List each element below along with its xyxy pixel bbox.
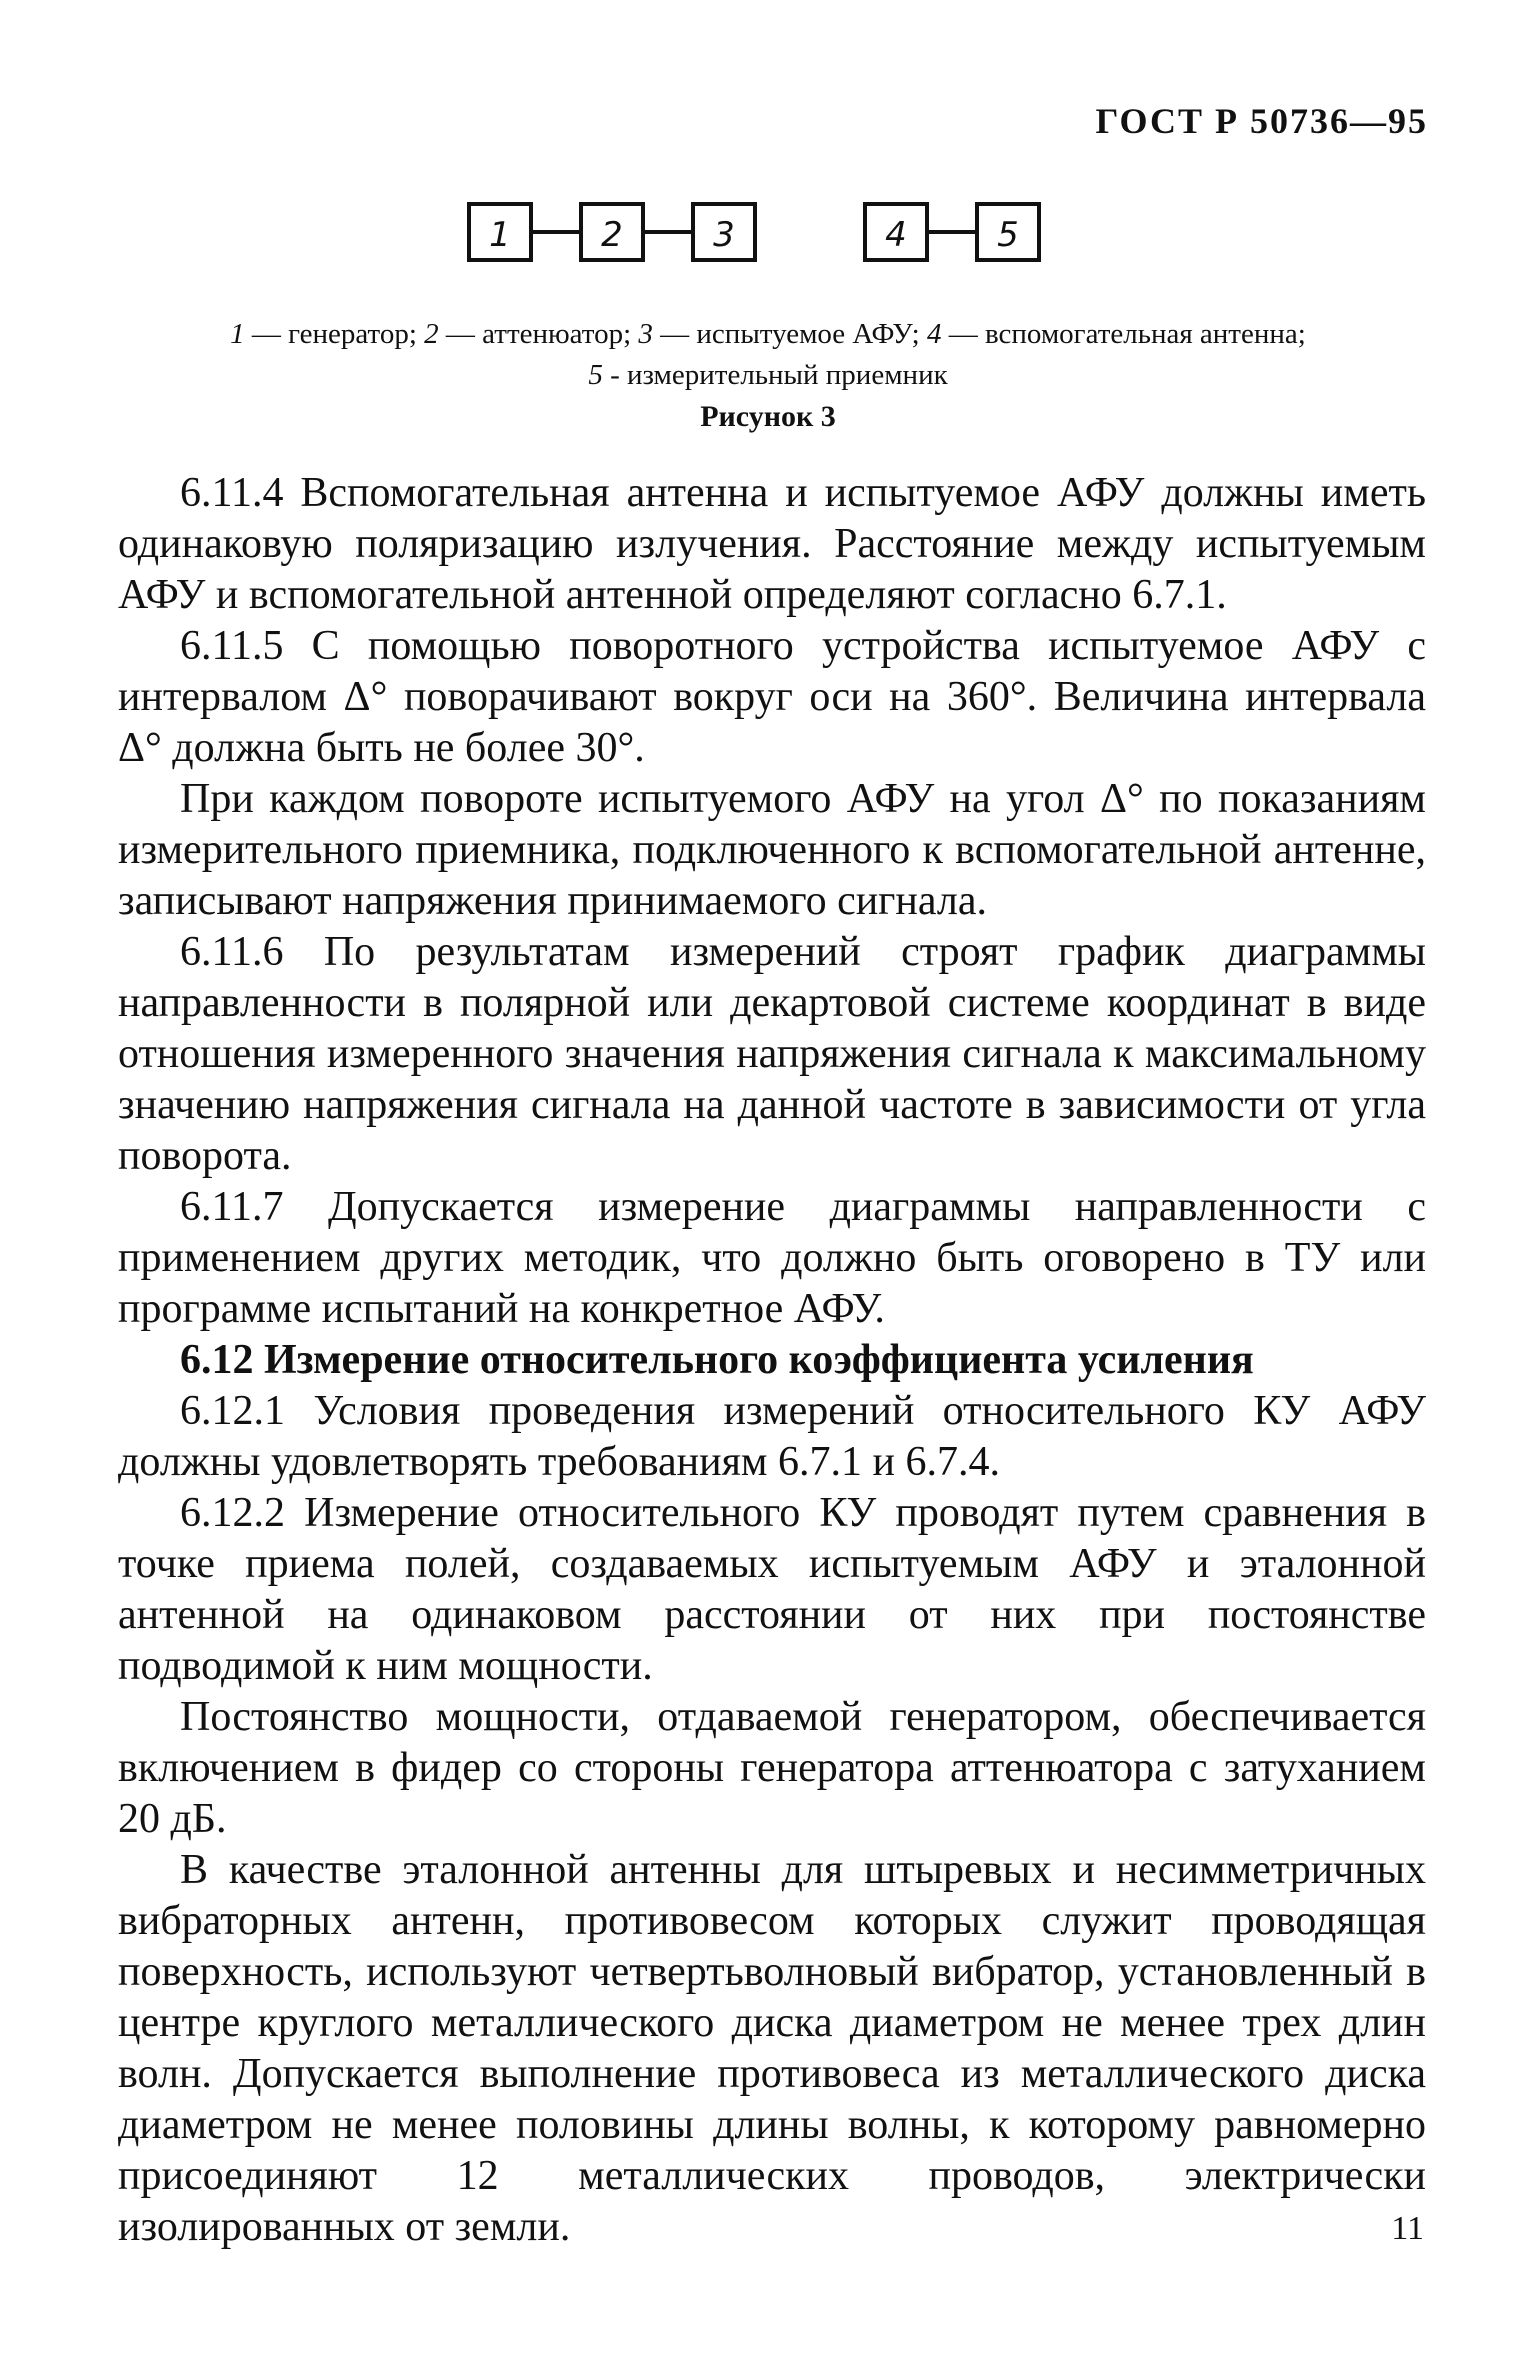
body-paragraph: 6.11.7 Допускается измерение диаграммы направленности с применением других методик, что должно быть оговорено в ТУ или программе испытаний на конкретное АФУ. xyxy=(118,1184,1426,1332)
caption-item-text: — аттенюатор; xyxy=(438,318,639,350)
figure-caption xyxy=(230,314,1306,437)
caption-item-text: — вспомогательная антенна; xyxy=(941,318,1306,350)
body-paragraph: 6.11.4 Вспомогательная антенна и испытуемое АФУ должны иметь одинаковую поляризацию излучения. Расстояние между испытуемым АФУ и вспомогательной антенной определяют согласно 6.7.1. xyxy=(118,470,1426,618)
body-paragraph: При каждом повороте испытуемого АФУ на угол Δ° по показаниям измерительного приемника, подключенного к вспомогательной антенне, записывают напряжения принимаемого сигнала. xyxy=(118,776,1426,924)
body-paragraph: 6.11.5 С помощью поворотного устройства испытуемое АФУ с интервалом Δ° поворачивают вокруг оси на 360°. Величина интервала Δ° должна быть не более 30°. xyxy=(118,623,1426,771)
caption-item-text: — испытуемое АФУ; xyxy=(652,318,927,350)
caption-item-text: - измерительный приемник xyxy=(602,359,948,391)
caption-legend xyxy=(230,318,1306,391)
body-paragraph: 6.12.1 Условия проведения измерений относительного КУ АФУ должны удовлетворять требованиям 6.7.1 и 6.7.4. xyxy=(118,1388,1426,1485)
section-heading: 6.12 Измерение относительного коэффициента усиления xyxy=(180,1337,1254,1383)
diagram-box-label-1: 1 xyxy=(489,215,511,255)
body-paragraph: В качестве эталонной антенны для штыревых и несимметричных вибраторных антенн, противовесом которых служит проводящая поверхность, используют четвертьволновый вибратор, установленный в центре круглого металлического диска диаметром не менее трех длин волн. Допускается выполнение противовеса из металлического диска диаметром не менее половины длины волны, к которому равномерно присоединяют 12 металлических проводов, электрически изолированных от земли. xyxy=(118,1847,1426,2250)
body-paragraph: 6.11.6 По результатам измерений строят график диаграммы направленности в полярной или декартовой системе координат в виде отношения измеренного значения напряжения сигнала к максимальному значению напряжения сигнала на данной частоте в зависимости от угла поворота. xyxy=(118,929,1426,1179)
caption-item-text: — генератор; xyxy=(244,318,425,350)
caption-item-number: 2 xyxy=(424,318,439,350)
diagram-box-label-2: 2 xyxy=(601,215,623,255)
caption-item-number: 5 xyxy=(588,359,603,391)
body-paragraph: 6.12.2 Измерение относительного КУ проводят путем сравнения в точке приема полей, создаваемых испытуемым АФУ и эталонной антенной на одинаковом расстоянии от них при постоянстве подводимой к ним мощности. xyxy=(118,1490,1426,1689)
caption-item-number: 4 xyxy=(926,318,942,350)
caption-item-number: 1 xyxy=(230,318,245,350)
figure-title: Рисунок 3 xyxy=(700,400,836,433)
document-header: ГОСТ Р 50736—95 xyxy=(1095,101,1428,141)
page-number: 11 xyxy=(1391,2210,1424,2247)
diagram-box-label-4: 4 xyxy=(885,215,907,255)
block-diagram-svg xyxy=(467,196,1047,276)
document-body xyxy=(118,468,1426,2253)
body-paragraph: Постоянство мощности, отдаваемой генератором, обеспечивается включением в фидер со стороны генератора аттенюатора с затуханием 20 дБ. xyxy=(118,1694,1426,1842)
diagram-box-label-5: 5 xyxy=(997,215,1019,255)
diagram-box-label-3: 3 xyxy=(713,215,735,255)
block-diagram xyxy=(467,196,1047,276)
caption-item-number: 3 xyxy=(638,318,653,350)
